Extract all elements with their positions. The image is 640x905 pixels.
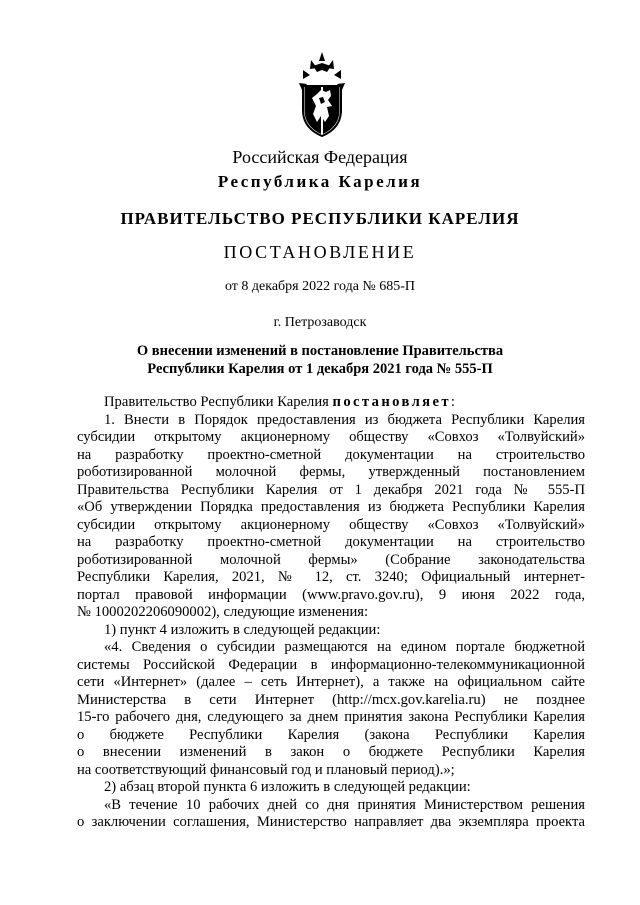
body-line: на разработку проектно-сметной документации на строительство xyxy=(77,534,585,550)
body-line: о заключении соглашения, Министерство направляет два экземпляра проекта xyxy=(77,814,585,830)
body-line: роботизированной молочной фермы» (Собрание законодательства xyxy=(77,551,585,568)
body-line: 1. Внести в Порядок предоставления из бюджета Республики Карелия xyxy=(104,411,585,428)
body-line: № 1000202206090002), следующие изменения: xyxy=(77,604,369,620)
body-line: Министерства в сети Интернет (http://mcx.gov.karelia.ru) не позднее xyxy=(77,691,585,708)
body-line: 15-го рабочего дня, следующего за днем принятия закона Республики Карелия xyxy=(77,709,585,725)
body-line: о бюджете Республики Карелия (закона Республики Карелия xyxy=(77,726,585,743)
body-line: роботизированной молочной фермы, утвержденный постановлением xyxy=(77,464,585,480)
body-line: «В течение 10 рабочих дней со дня принятия Министерством решения xyxy=(104,796,585,813)
document-date-number: от 8 декабря 2022 года № 685-П xyxy=(224,279,416,294)
body-line: на соответствующий финансовый год и плановый период).»; xyxy=(77,761,455,778)
country-name: Российская Федерация xyxy=(232,147,408,167)
document-title xyxy=(0,342,640,378)
intro-text: Правительство Республики Карелия xyxy=(104,394,329,410)
body-line: системы Российской Федерации в информационно-телекоммуникационной xyxy=(77,656,585,673)
body-line: субсидии открытому акционерному обществу «Совхоз «Толвуйский» xyxy=(77,429,585,445)
body-line: Правительства Республики Карелия от 1 декабря 2021 года № 555-П xyxy=(77,481,585,498)
body-line: 2) абзац второй пункта 6 изложить в следующей редакции: xyxy=(104,779,471,795)
resolves-word: постановляет xyxy=(332,394,451,410)
body-line: 1) пункт 4 изложить в следующей редакции: xyxy=(104,621,381,638)
body-line: сети «Интернет» (далее – сеть Интернет), а также на официальном сайте xyxy=(77,674,585,690)
government-name: ПРАВИТЕЛЬСТВО РЕСПУБЛИКИ КАРЕЛИЯ xyxy=(120,209,520,228)
body-line: на разработку проектно-сметной документации на строительство xyxy=(77,446,585,463)
body-line: Республики Карелия, 2021, № 12, ст. 3240; Официальный интернет- xyxy=(77,569,585,585)
republic-name: Республика Карелия xyxy=(217,172,423,191)
body-line: портал правовой информации (www.pravo.gov.ru), 9 июня 2022 года, xyxy=(77,586,585,603)
document-body xyxy=(77,394,585,832)
document-title-line: О внесении изменений в постановление Правительства xyxy=(136,343,504,359)
body-line: о внесении изменений в закон о бюджете Республики Карелия xyxy=(77,744,585,760)
document-type: ПОСТАНОВЛЕНИЕ xyxy=(223,242,417,262)
coat-of-arms-karelia-emblem xyxy=(297,50,347,140)
resolution-intro xyxy=(77,394,585,412)
body-line: «4. Сведения о субсидии размещаются на едином портале бюджетной xyxy=(104,639,585,655)
intro-colon: : xyxy=(450,394,455,410)
body-line: субсидии открытому акционерному обществу «Совхоз «Толвуйский» xyxy=(77,516,585,533)
document-title-line: Республики Карелия от 1 декабря 2021 года № 555-П xyxy=(147,361,493,377)
body-line: «Об утверждении Порядка предоставления из бюджета Республики Карелия xyxy=(77,499,585,515)
document-city: г. Петрозаводск xyxy=(273,315,367,330)
